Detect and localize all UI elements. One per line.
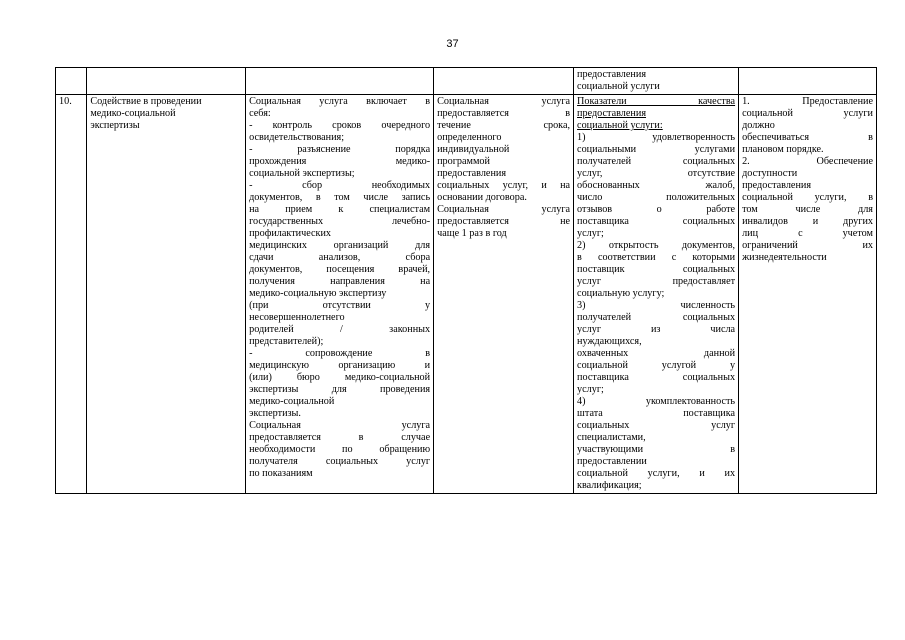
text-line: 1. Предоставление [742, 96, 873, 107]
text-line: Показатели качества [577, 96, 736, 107]
text-line: ограничений их [742, 240, 873, 251]
text-line: социальной экспертизы; [249, 168, 355, 179]
cell-quality-indicators [574, 95, 739, 494]
text-line: услуг; [577, 384, 604, 395]
text-line: социальной услуги [577, 81, 660, 92]
text-line: 2) открытость документов, [577, 240, 736, 251]
text-line: государственных лечебно- [249, 216, 431, 227]
text-line: течение срока, [437, 120, 571, 131]
text-line: получателей социальных [577, 312, 736, 323]
text-line: социальной услуги [742, 108, 873, 119]
text-line: 1) удовлетворенность [577, 132, 736, 143]
text-line: - разъяснение порядка [249, 144, 431, 155]
text-line: предоставляется в случае [249, 432, 431, 443]
text-line: себя: [249, 108, 271, 119]
text-line: плановом порядке. [742, 144, 824, 155]
text-line: Социальная услуга [437, 204, 571, 215]
text-line: медико-социальную экспертизу [249, 288, 387, 299]
services-table [55, 67, 877, 494]
text-line: социальную услугу; [577, 288, 665, 299]
text-line: обеспечиваться в [742, 132, 873, 143]
cell-conditions [739, 95, 877, 494]
text-line: инвалидов и других [742, 216, 873, 227]
text-line: индивидуальной [437, 144, 510, 155]
text-line: программой [437, 156, 490, 167]
text-line: экспертизы для проведения [249, 384, 431, 395]
cell-content-empty [246, 68, 434, 95]
cell-service-term [434, 95, 574, 494]
text-line: медицинских организаций для [249, 240, 431, 251]
text-line: предоставления [437, 168, 507, 179]
text-line: на прием к специалистам [249, 204, 431, 215]
text-line: охваченных данной [577, 348, 736, 359]
text-line: должно [742, 120, 775, 131]
text-line: Содействие в проведении [90, 96, 202, 107]
text-line: участвующими в [577, 444, 736, 455]
text-line: услуг; [577, 228, 604, 239]
text-line: основании договора. [437, 192, 527, 203]
text-line: социальной услугой у [577, 360, 736, 371]
text-line: поставщик социальных [577, 264, 736, 275]
text-line: родителей / законных [249, 324, 431, 335]
text-line: 4) укомплектованность [577, 396, 736, 407]
text-line: 3) численность [577, 300, 736, 311]
text-line: экспертизы [90, 120, 140, 131]
page-number: 37 [446, 38, 459, 50]
text-line: отзывов о работе [577, 204, 736, 215]
text-line: медико-социальной [249, 396, 335, 407]
text-line: социальными услугами [577, 144, 736, 155]
cell-service-name [87, 95, 246, 494]
text-line: 2. Обеспечение [742, 156, 873, 167]
cell-number-empty [56, 68, 87, 95]
text-line: социальной услуги, в [742, 192, 873, 203]
text-line: предоставлении [577, 456, 647, 467]
cell-name-empty [87, 68, 246, 95]
cell-service-content [246, 95, 434, 494]
text-line: предоставления [577, 108, 647, 119]
text-line: несовершеннолетнего [249, 312, 345, 323]
text-line: социальных услуг [577, 420, 736, 431]
text-line: социальной услуги, и их [577, 468, 736, 479]
text-line: число положительных [577, 192, 736, 203]
text-line: том числе для [742, 204, 873, 215]
text-line: сдачи анализов, сбора [249, 252, 431, 263]
text-line: - контроль сроков очередного [249, 120, 431, 131]
table-row-10 [56, 95, 877, 494]
text-line: (или) бюро медико-социальной [249, 372, 431, 383]
text-line: предоставляется не [437, 216, 571, 227]
text-line: специалистами, [577, 432, 646, 443]
text-line: представителей); [249, 336, 324, 347]
text-line: социальных услуг, и на [437, 180, 571, 191]
text-line: необходимости по обращению [249, 444, 431, 455]
text-line: нуждающихся, [577, 336, 642, 347]
text-line: предоставляется в [437, 108, 571, 119]
text-line: документов, посещения врачей, [249, 264, 431, 275]
text-line: по показаниям [249, 468, 313, 479]
text-line: - сбор необходимых [249, 180, 431, 191]
text-line: медицинскую организацию и [249, 360, 431, 371]
text-line: получателя социальных услуг [249, 456, 431, 467]
text-line: получения направления на [249, 276, 431, 287]
text-line: документов, в том числе запись [249, 192, 431, 203]
text-line: предоставления [742, 180, 812, 191]
text-line: медико-социальной [90, 108, 176, 119]
text-line: поставщика социальных [577, 372, 736, 383]
cell-quality-continued [574, 68, 739, 95]
text-line: чаще 1 раз в год [437, 228, 507, 239]
text-line: прохождения медико- [249, 156, 431, 167]
text-line: - сопровождение в [249, 348, 431, 359]
text-line: квалификация; [577, 480, 642, 491]
text-line: обоснованных жалоб, [577, 180, 736, 191]
text-line: услуг, отсутствие [577, 168, 736, 179]
text-line: в соответствии с которыми [577, 252, 736, 263]
text-line: получателей социальных [577, 156, 736, 167]
table-row-continued [56, 68, 877, 95]
text-line: экспертизы. [249, 408, 301, 419]
text-line: лиц с учетом [742, 228, 873, 239]
text-line: поставщика социальных [577, 216, 736, 227]
text-line: доступности [742, 168, 798, 179]
cell-row-number: 10. [56, 95, 87, 494]
text-line: жизнедеятельности [742, 252, 827, 263]
text-line: Социальная услуга [437, 96, 571, 107]
text-line: профилактических [249, 228, 332, 239]
text-line: (при отсутствии у [249, 300, 431, 311]
text-line: предоставления [577, 69, 647, 80]
text-line: социальной услуги: [577, 120, 663, 131]
text-line: штата поставщика [577, 408, 736, 419]
text-line: услуг предоставляет [577, 276, 736, 287]
text-line: Социальная услуга включает в [249, 96, 431, 107]
text-line: Социальная услуга [249, 420, 431, 431]
text-line: услуг из числа [577, 324, 736, 335]
cell-term-empty [434, 68, 574, 95]
cell-conditions-empty [739, 68, 877, 95]
text-line: определенного [437, 132, 502, 143]
text-line: освидетельствования; [249, 132, 345, 143]
